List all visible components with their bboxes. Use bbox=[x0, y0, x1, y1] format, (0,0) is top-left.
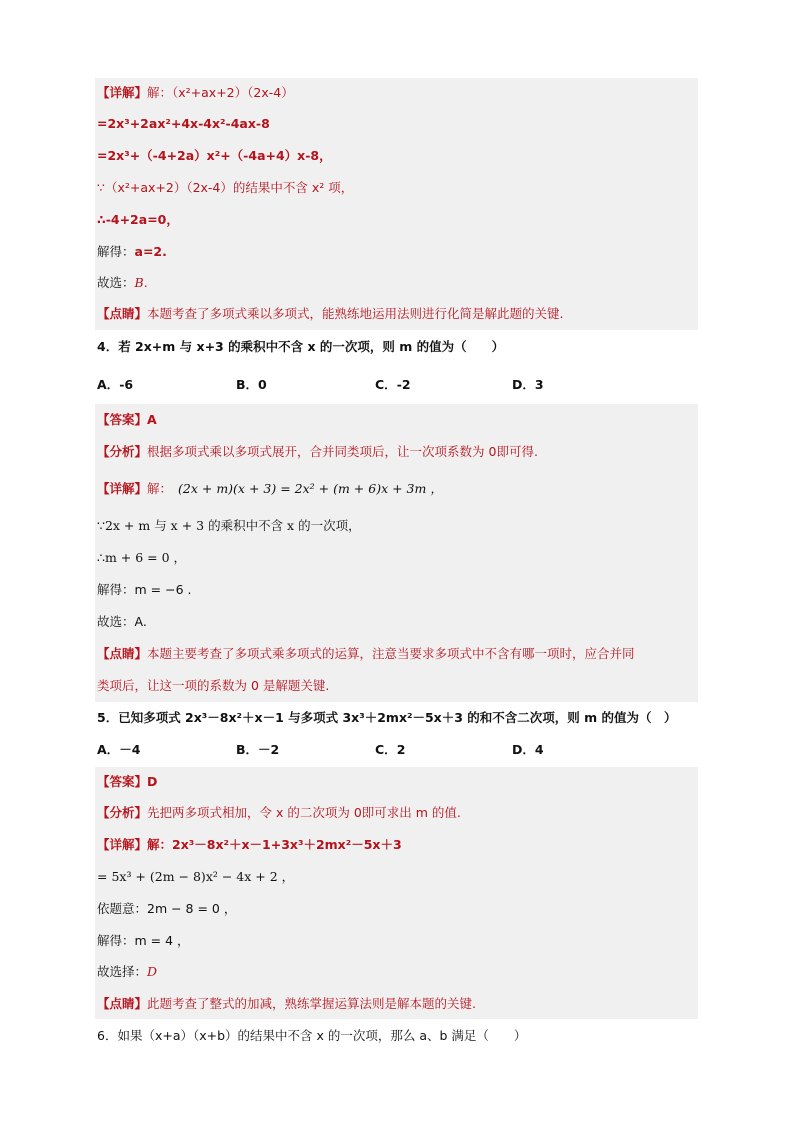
q5-option-c: C．2 bbox=[375, 742, 406, 757]
q4-step-1: ∵2x + m 与 x + 3 的乘积中不含 x 的一次项， bbox=[97, 518, 361, 533]
q4-option-c: C．-2 bbox=[375, 377, 411, 392]
q5-option-a: A．－4 bbox=[97, 742, 141, 757]
comment-text: 本题考查了多项式乘以多项式，能熟练地运用法则进行化简是解此题的关键. bbox=[147, 306, 564, 321]
q4-stem: 4．若 2x+m 与 x+3 的乘积中不含 x 的一次项，则 m 的值为（ ） bbox=[97, 339, 505, 354]
q3-comment bbox=[97, 306, 564, 322]
q5-option-b: B．－2 bbox=[236, 742, 280, 757]
choice-value: B. bbox=[134, 275, 148, 290]
q4-detail: 【详解】解： (2x + m)(x + 3) = 2x² + (m + 6)x + 3m ， bbox=[97, 481, 443, 496]
comment-tag: 【点睛】 bbox=[97, 306, 148, 321]
q3-result bbox=[97, 244, 167, 260]
q5-step-2: 依题意：2m − 8 = 0 ， bbox=[97, 901, 237, 916]
q4-comment-line-1: 【点睛】本题主要考查了多项式乘多项式的运算，注意当要求多项式中不含有哪一项时，应合并同 bbox=[97, 646, 635, 661]
result-label: 解得： bbox=[97, 244, 135, 259]
q4-step-3: 解得：m = −6 . bbox=[97, 582, 192, 597]
q4-step-2: ∴m + 6 = 0 ， bbox=[97, 550, 187, 565]
choice-label: 故选： bbox=[97, 275, 135, 290]
q5-detail: 【详解】解：2x³－8x²＋x－1+3x³＋2mx²－5x＋3 bbox=[97, 837, 402, 852]
q4-comment-line-2: 类项后，让这一项的系数为 0 是解题关键. bbox=[97, 678, 330, 693]
q4-option-d: D．3 bbox=[512, 377, 544, 392]
detail-text: 解：（x²+ax+2）（2x-4） bbox=[147, 85, 294, 100]
q3-detail-line bbox=[97, 85, 294, 101]
q5-step-3: 解得：m = 4 ， bbox=[97, 933, 190, 948]
q6-stem: 6．如果（x+a）（x+b）的结果中不含 x 的一次项，那么 a、b 满足（ ） bbox=[97, 1028, 527, 1043]
q3-step-4: ∴-4+2a=0， bbox=[97, 212, 179, 227]
q5-choice: 故选择：D bbox=[97, 964, 158, 979]
q3-step-2: =2x³+（-4+2a）x²+（-4a+4）x-8， bbox=[97, 148, 332, 163]
q4-step-4: 故选：A. bbox=[97, 614, 147, 629]
q4-analysis: 【分析】根据多项式乘以多项式展开，合并同类项后，让一次项系数为 0即可得. bbox=[97, 444, 538, 459]
q4-answer: 【答案】A bbox=[97, 412, 157, 427]
q5-stem: 5．已知多项式 2x³－8x²＋x－1 与多项式 3x³＋2mx²－5x＋3 的和不含二次项，则 m 的值为（ ） bbox=[97, 710, 677, 725]
q5-analysis: 【分析】先把两多项式相加，令 x 的二次项为 0即可求出 m 的值. bbox=[97, 805, 461, 820]
q5-answer: 【答案】D bbox=[97, 774, 158, 789]
q4-option-b: B．0 bbox=[236, 377, 267, 392]
q3-choice bbox=[97, 275, 148, 291]
q5-step-1: = 5x³ + (2m − 8)x² − 4x + 2 ， bbox=[97, 869, 295, 884]
q3-step-3: ∵（x²+ax+2）（2x-4）的结果中不含 x² 项， bbox=[97, 180, 354, 195]
q4-option-a: A．-6 bbox=[97, 377, 134, 392]
q5-option-d: D．4 bbox=[512, 742, 544, 757]
q3-step-1: =2x³+2ax²+4x-4x²-4ax-8 bbox=[97, 116, 270, 131]
q5-comment: 【点睛】此题考查了整式的加减，熟练掌握运算法则是解本题的关键. bbox=[97, 996, 476, 1011]
detail-tag: 【详解】 bbox=[97, 85, 148, 100]
result-value: a=2. bbox=[134, 244, 167, 259]
